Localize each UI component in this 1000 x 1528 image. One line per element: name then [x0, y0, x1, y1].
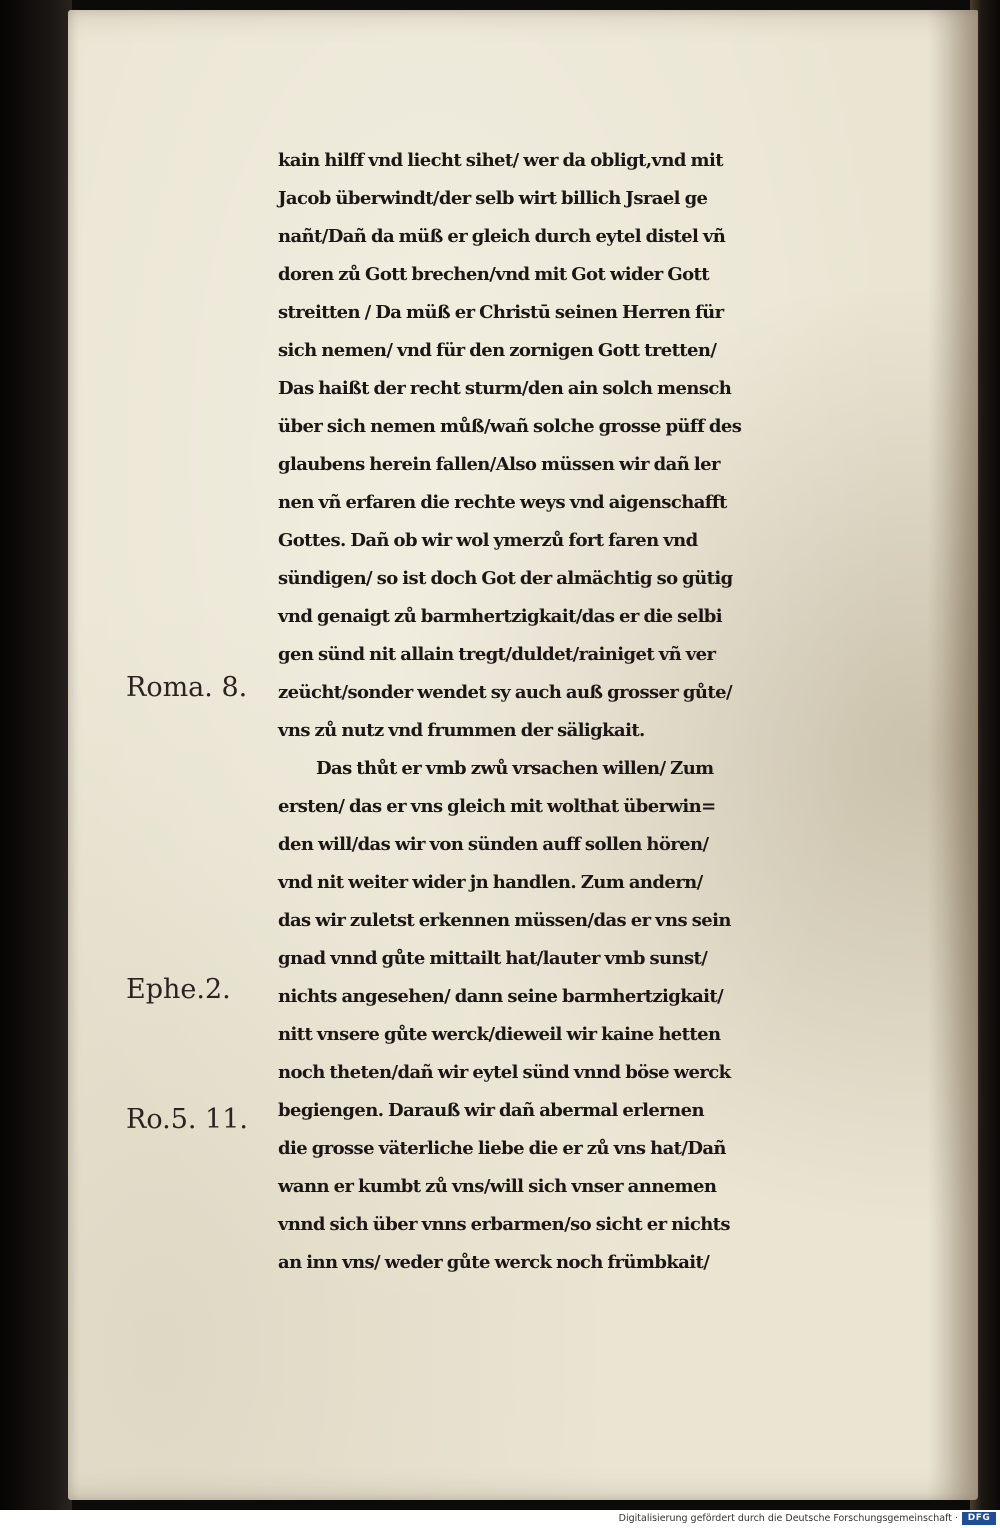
text-line: glaubens herein fallen/Also müssen wir dañ ler [278, 454, 720, 475]
dfg-logo: DFG [962, 1512, 996, 1525]
text-line: noch theten/dañ wir eytel sünd vnnd böse werck [278, 1062, 731, 1083]
text-line: vnd genaigt zů barmhertzigkait/das er die selbi [278, 606, 723, 627]
text-line: Gottes. Dañ ob wir wol ymerzů fort faren vnd [278, 530, 698, 551]
text-line: kain hilff vnd liecht sihet/ wer da obligt,vnd mit [278, 150, 723, 171]
text-line: über sich nemen můß/wañ solche grosse püff des [278, 416, 742, 437]
text-line: vnnd sich über vnns erbarmen/so sicht er nichts [278, 1214, 730, 1235]
text-line: das wir zuletst erkennen müssen/das er vns sein [278, 910, 731, 931]
margin-note-ephe: Ephe.2. [126, 974, 231, 1005]
margin-note-ro: Ro.5. 11. [126, 1104, 248, 1135]
text-line: begiengen. Darauß wir dañ abermal erlernen [278, 1100, 704, 1121]
text-line: ersten/ das er vns gleich mit wolthat überwin= [278, 796, 716, 817]
margin-notes [126, 10, 276, 1500]
text-line: nitt vnsere gůte werck/dieweil wir kaine hetten [278, 1024, 721, 1045]
text-line: Das haißt der recht sturm/den ain solch mensch [278, 378, 732, 399]
text-line: Jacob überwindt/der selb wirt billich Jsrael ge [278, 188, 708, 209]
text-line: sündigen/ so ist doch Got der almächtig so gütig [278, 568, 733, 589]
text-line: nañt/Dañ da müß er gleich durch eytel distel vñ [278, 226, 726, 247]
margin-note-roma: Roma. 8. [126, 672, 248, 703]
text-line: gnad vnnd gůte mittailt hat/lauter vmb sunst/ [278, 948, 708, 969]
paper-page [68, 10, 978, 1500]
text-line: nen vñ erfaren die rechte weys vnd aigenschafft [278, 492, 727, 513]
text-line: vns zů nutz vnd frummen der säligkait. [278, 720, 645, 741]
text-line: nichts angesehen/ dann seine barmhertzigkait/ [278, 986, 724, 1007]
text-line: vnd nit weiter wider jn handlen. Zum andern/ [278, 872, 703, 893]
text-line: streitten / Da müß er Christū seinen Herren für [278, 302, 724, 323]
left-binding-edge [0, 0, 72, 1510]
text-line: an inn vns/ weder gůte werck noch frümbkait/ [278, 1252, 710, 1273]
text-line: sich nemen/ vnd für den zornigen Gott tretten/ [278, 340, 717, 361]
text-line: zeücht/sonder wendet sy auch auß grosser gůte/ [278, 682, 732, 703]
body-text [278, 142, 978, 1282]
text-line: wann er kumbt zů vns/will sich vnser annemen [278, 1176, 717, 1197]
footer-credit: Digitalisierung gefördert durch die Deutsche Forschungsgemeinschaft · [618, 1513, 958, 1524]
text-line: doren zů Gott brechen/vnd mit Got wider Gott [278, 264, 709, 285]
text-line-paragraph-start: Das thůt er vmb zwů vrsachen willen/ Zum [316, 758, 714, 779]
text-line: gen sünd nit allain tregt/duldet/rainiget vñ ver [278, 644, 716, 665]
text-line: den will/das wir von sünden auff sollen hören/ [278, 834, 709, 855]
text-line: die grosse väterliche liebe die er zů vns hat/Dañ [278, 1138, 726, 1159]
